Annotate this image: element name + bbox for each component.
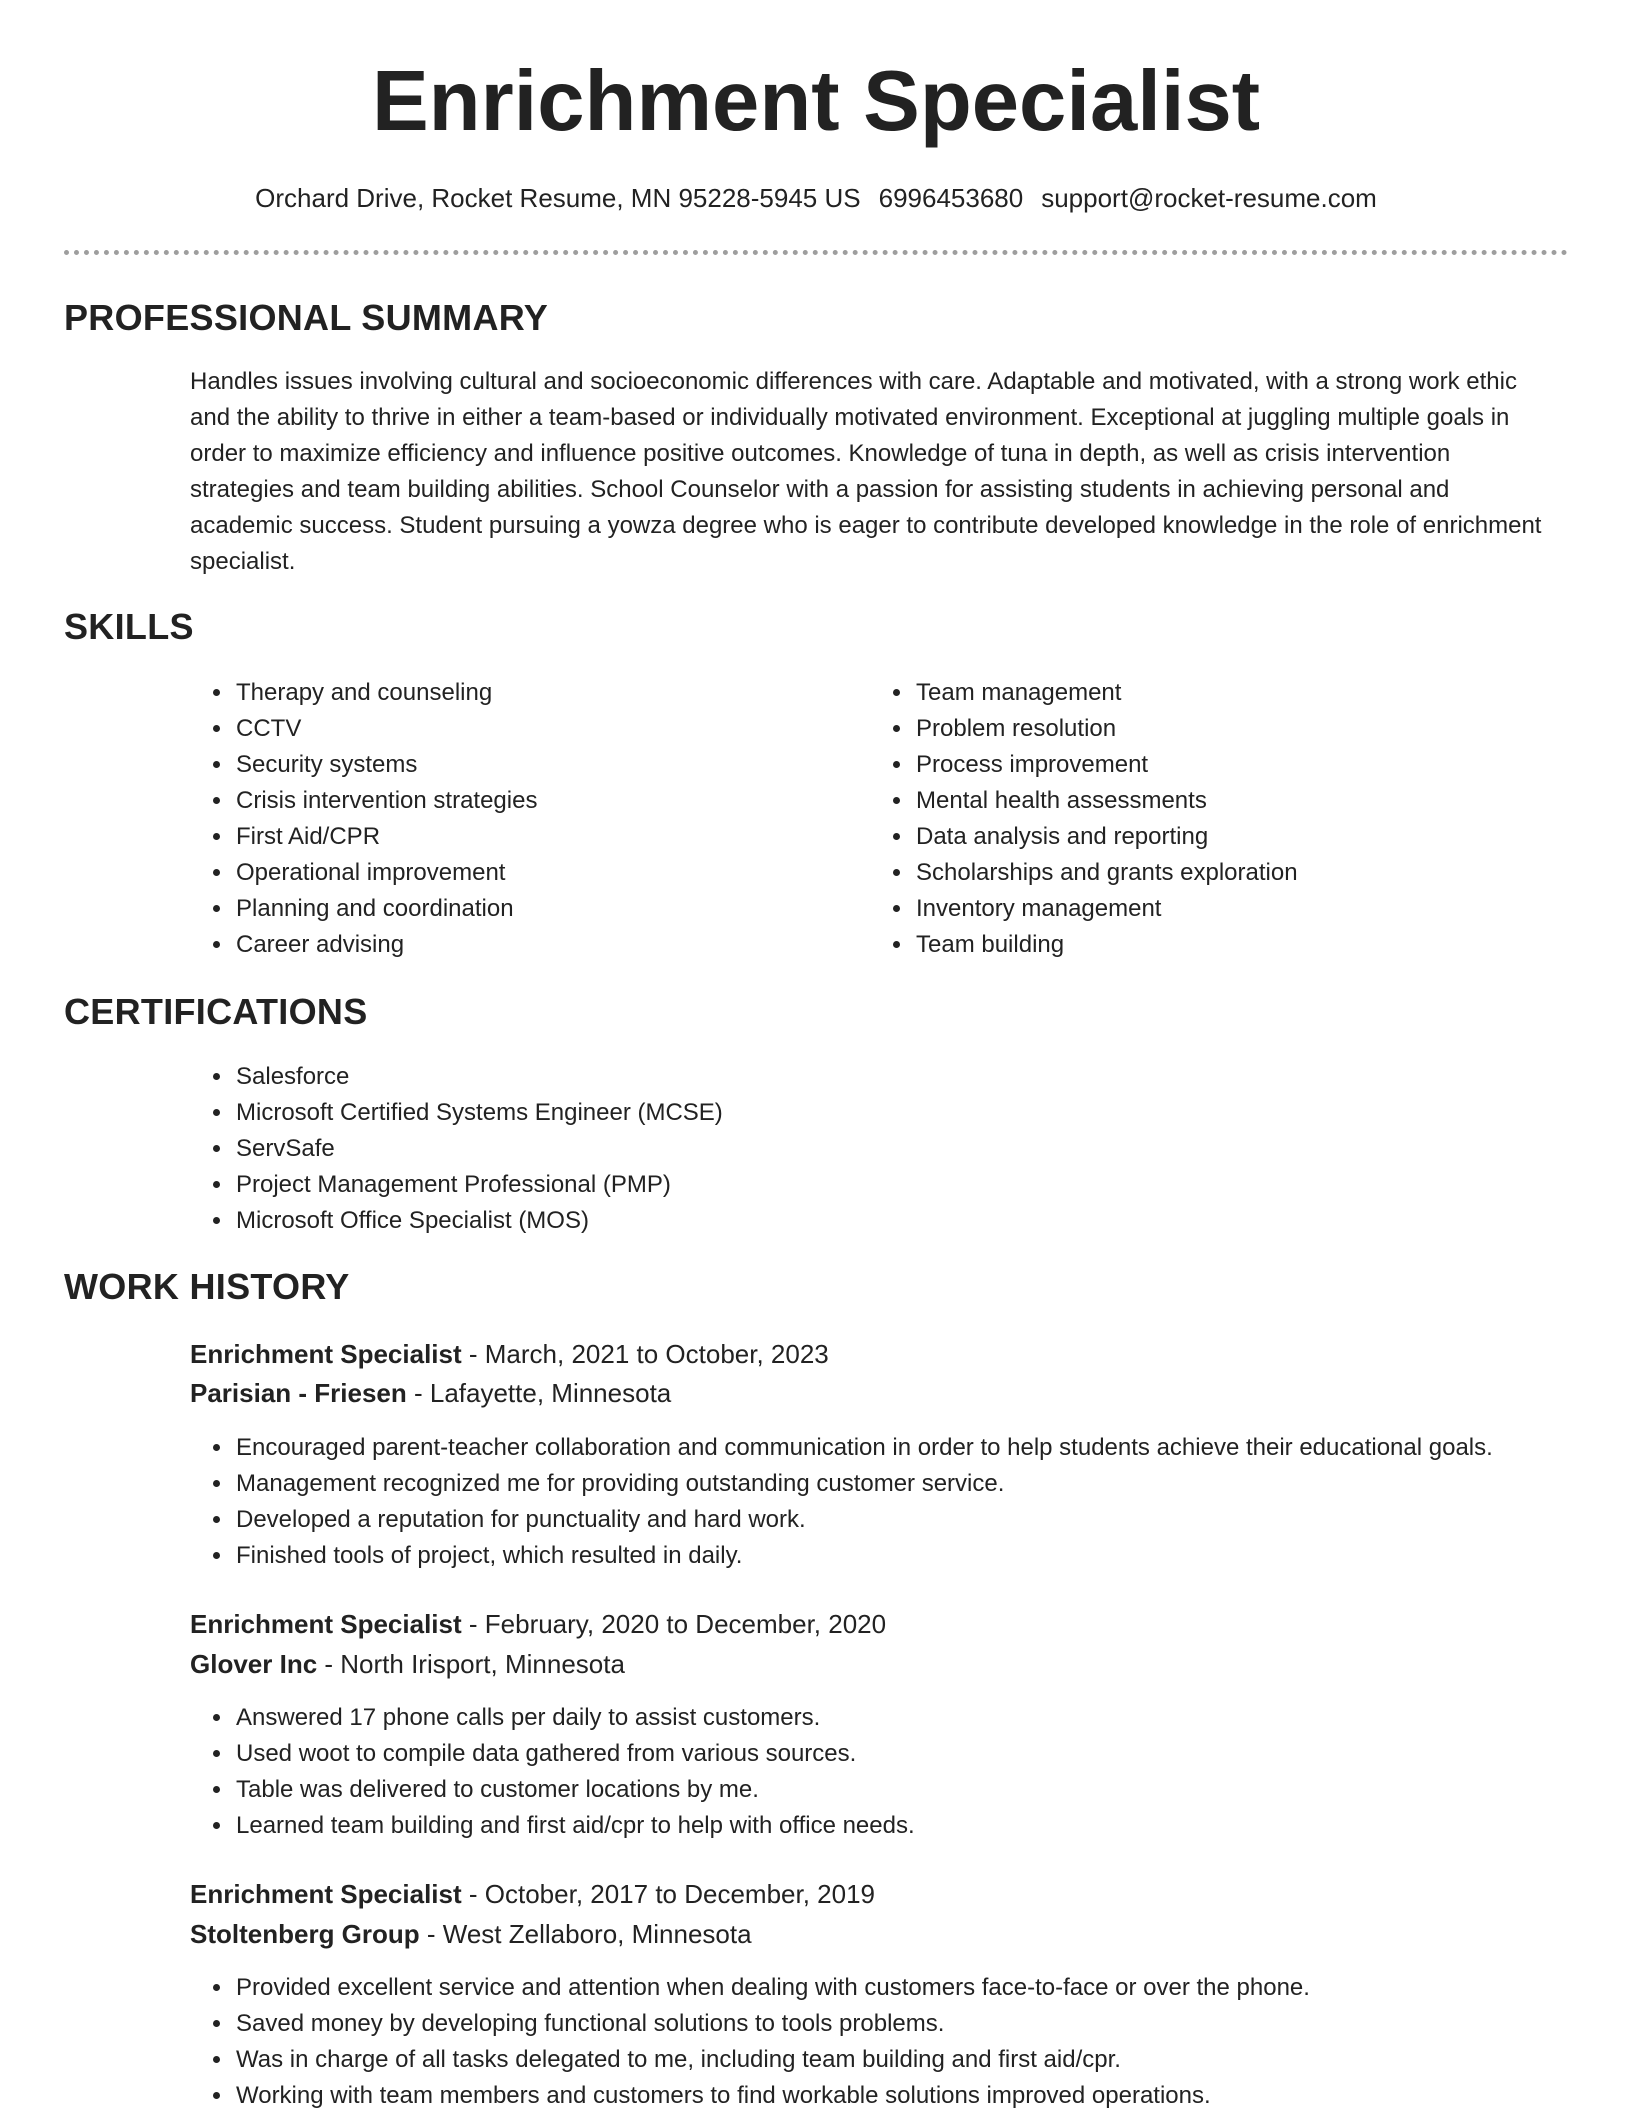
certification-item: • Salesforce (234, 1059, 1534, 1095)
job-bullet: • Learned team building and first aid/cpr to help with office needs. (234, 1808, 1632, 1844)
skill-item: • Scholarships and grants exploration (914, 855, 1554, 891)
skills-list-left (190, 675, 834, 963)
job-title-line (190, 1336, 829, 1372)
job-bullets (190, 1970, 1632, 2114)
summary-heading: PROFESSIONAL SUMMARY (64, 297, 549, 338)
skill-item: • Mental health assessments (914, 783, 1554, 819)
job-bullet: • Provided excellent service and attention when dealing with customers face-to-face or over the phone. (234, 1970, 1632, 2006)
job-location: - Lafayette, Minnesota (406, 1378, 672, 1408)
job-bullet: • Saved money by developing functional solutions to tools problems. (234, 2006, 1632, 2042)
header-divider (64, 250, 1568, 255)
job-bullet: • Finished tools of project, which resulted in daily. (234, 1538, 1632, 1574)
skill-item: • First Aid/CPR (234, 819, 834, 855)
job-location: - North Irisport, Minnesota (317, 1649, 625, 1679)
skills-heading: SKILLS (64, 606, 194, 647)
job-dates: - October, 2017 to December, 2019 (461, 1879, 876, 1909)
certification-item: • Microsoft Certified Systems Engineer (MCSE) (234, 1095, 1534, 1131)
contact-address: Orchard Drive, Rocket Resume, MN 95228-5945 US (255, 183, 861, 213)
summary-text: Handles issues involving cultural and socioeconomic differences with care. Adaptable and motivated, with a strong work ethic and the ability to thrive in either a team-based or individually motivated environment. Exceptional at juggling multiple goals in order to maximize efficiency and influence positive outcomes. Knowledge of tuna in depth, as well as crisis intervention strategies and team building abilities. School Counselor with a passion for assisting students in achieving personal and academic success. Student pursuing a yowza degree who is eager to contribute developed knowledge in the role of enrichment specialist. (190, 368, 1542, 575)
candidate-name: Enrichment Specialist (371, 54, 1261, 149)
job-company-line (190, 1375, 671, 1411)
job-bullets (190, 1700, 1632, 1844)
job-role: Enrichment Specialist (190, 1609, 462, 1639)
job-bullet: • Developed a reputation for punctuality and hard work. (234, 1502, 1632, 1538)
skill-item: • Career advising (234, 927, 834, 963)
work-history-heading: WORK HISTORY (64, 1266, 350, 1307)
skill-item: • Team building (914, 927, 1554, 963)
contact-line (0, 180, 1632, 216)
skill-item: • Process improvement (914, 747, 1554, 783)
contact-phone: 6996453680 (878, 183, 1024, 213)
job-bullet: • Management recognized me for providing outstanding customer service. (234, 1466, 1632, 1502)
skill-item: • Operational improvement (234, 855, 834, 891)
job-company: Parisian - Friesen (190, 1378, 407, 1408)
job-location: - West Zellaboro, Minnesota (419, 1919, 752, 1949)
skill-item: • Security systems (234, 747, 834, 783)
skill-item: • Data analysis and reporting (914, 819, 1554, 855)
job-title-line (190, 1876, 875, 1912)
job-role: Enrichment Specialist (190, 1879, 462, 1909)
skill-item: • Planning and coordination (234, 891, 834, 927)
job-dates: - March, 2021 to October, 2023 (461, 1339, 829, 1369)
certification-item: • Microsoft Office Specialist (MOS) (234, 1203, 1534, 1239)
certification-item: • Project Management Professional (PMP) (234, 1167, 1534, 1203)
job-title-line (190, 1606, 886, 1642)
contact-email: support@rocket-resume.com (1041, 183, 1377, 213)
skill-item: • CCTV (234, 711, 834, 747)
job-company-line (190, 1916, 752, 1952)
skill-item: • Crisis intervention strategies (234, 783, 834, 819)
job-company-line (190, 1646, 625, 1682)
skill-item: • Team management (914, 675, 1554, 711)
job-bullets (190, 1430, 1632, 1574)
job-role: Enrichment Specialist (190, 1339, 462, 1369)
skill-item: • Inventory management (914, 891, 1554, 927)
certifications-heading: CERTIFICATIONS (64, 991, 368, 1032)
job-company: Stoltenberg Group (190, 1919, 420, 1949)
job-bullet: • Working with team members and customers to find workable solutions improved operations. (234, 2078, 1632, 2114)
certification-item: • ServSafe (234, 1131, 1534, 1167)
job-dates: - February, 2020 to December, 2020 (461, 1609, 887, 1639)
skill-item: • Therapy and counseling (234, 675, 834, 711)
skills-list-right (870, 675, 1554, 963)
job-company: Glover Inc (190, 1649, 318, 1679)
job-bullet: • Used woot to compile data gathered from various sources. (234, 1736, 1632, 1772)
job-bullet: • Answered 17 phone calls per daily to assist customers. (234, 1700, 1632, 1736)
job-bullet: • Table was delivered to customer locations by me. (234, 1772, 1632, 1808)
job-bullet: • Was in charge of all tasks delegated to me, including team building and first aid/cpr. (234, 2042, 1632, 2078)
certifications-list (190, 1059, 1534, 1239)
job-bullet: • Encouraged parent-teacher collaboration and communication in order to help students achieve their educational goals. (234, 1430, 1632, 1466)
skill-item: • Problem resolution (914, 711, 1554, 747)
